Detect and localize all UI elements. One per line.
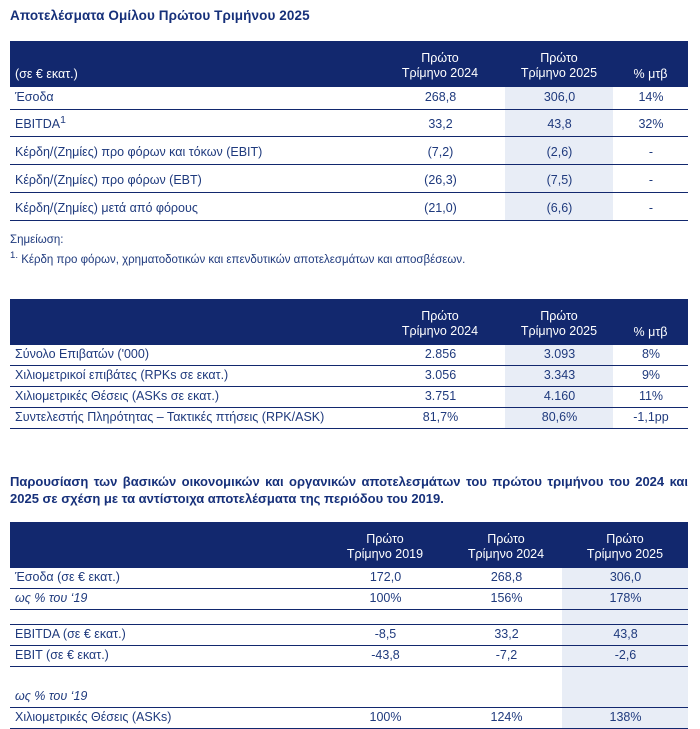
value-2024: (7,2) [375,137,505,165]
value-2025: (2,6) [505,137,613,165]
row-label: Κέρδη/(Ζημίες) προ φόρων (EBT) [10,165,375,193]
footnote-marker: 1. [10,250,18,262]
value-2025: (7,5) [505,165,613,193]
table-header [10,522,688,568]
page-title: Αποτελέσματα Ομίλου Πρώτου Τριμήνου 2025 [10,8,310,23]
value-2019: -8,5 [320,624,450,645]
header-cell-q1-2024: Πρώτο Τρίμηνο 2024 [375,41,505,87]
value-2025: 306,0 [505,87,613,110]
financial-results-table [10,41,688,221]
table-row [10,624,688,645]
row-label: Χιλιομετρικές Θέσεις (ASKs σε εκατ.) [10,386,375,407]
table-row [10,386,688,407]
comparison-2019-table [10,522,688,729]
value-2019: -43,8 [320,645,450,666]
header-cell-change-pct: % μτβ [613,41,688,87]
value-change: - [613,165,688,193]
value-2019: 100% [320,588,450,609]
spacer-row [10,666,688,687]
header-cell-blank [10,299,375,345]
row-label: Συντελεστής Πληρότητας – Τακτικές πτήσεις (RPK/ASK) [10,407,375,428]
value-2024: 156% [450,588,562,609]
value-2025: -2,6 [562,645,688,666]
table-row [10,193,688,221]
value-change: -1,1pp [613,407,688,428]
header-cell-q1-2025: Πρώτο Τρίμηνο 2025 [505,299,613,345]
table-row [10,87,688,110]
value-2025 [562,687,688,708]
table-row [10,110,688,137]
row-label: ως % του ‘19 [10,687,320,708]
value-2025: (6,6) [505,193,613,221]
row-label: Χιλιομετρικοί επιβάτες (RPKs σε εκατ.) [10,365,375,386]
table-row [10,365,688,386]
value-change: - [613,137,688,165]
value-2024: 33,2 [375,110,505,137]
header-cell-q1-2024: Πρώτο Τρίμηνο 2024 [450,522,562,568]
row-label: Έσοδα [10,87,375,110]
value-2024: (26,3) [375,165,505,193]
traffic-kpi-table [10,299,688,429]
value-change: 11% [613,386,688,407]
table-row [10,708,688,729]
header-cell-unit: (σε € εκατ.) [10,41,375,87]
table-row [10,645,688,666]
value-change: - [613,193,688,221]
table-row [10,165,688,193]
value-2024: 124% [450,708,562,729]
value-2024: 33,2 [450,624,562,645]
value-2024: 2.856 [375,345,505,366]
value-2025: 80,6% [505,407,613,428]
header-cell-q1-2025: Πρώτο Τρίμηνο 2025 [505,41,613,87]
header-cell-q1-2024: Πρώτο Τρίμηνο 2024 [375,299,505,345]
value-2025: 306,0 [562,568,688,589]
table-header [10,299,688,345]
value-2024: (21,0) [375,193,505,221]
row-label: Κέρδη/(Ζημίες) προ φόρων και τόκων (EBIT) [10,137,375,165]
header-cell-change-pct: % μτβ [613,299,688,345]
table-row [10,345,688,366]
value-2024: 268,8 [450,568,562,589]
value-2025: 43,8 [562,624,688,645]
row-label: EBIT (σε € εκατ.) [10,645,320,666]
footnote-heading: Σημείωση: [10,234,64,247]
value-2024: 81,7% [375,407,505,428]
value-2019 [320,687,450,708]
header-cell-blank [10,522,320,568]
table-row [10,407,688,428]
table-header [10,41,688,87]
row-label: Έσοδα (σε € εκατ.) [10,568,320,589]
value-2025: 138% [562,708,688,729]
value-2024: 3.751 [375,386,505,407]
value-2024: 268,8 [375,87,505,110]
header-cell-q1-2019: Πρώτο Τρίμηνο 2019 [320,522,450,568]
row-label: Κέρδη/(Ζημίες) μετά από φόρους [10,193,375,221]
value-2024: 3.056 [375,365,505,386]
value-change: 32% [613,110,688,137]
value-2025: 178% [562,588,688,609]
value-change: 8% [613,345,688,366]
row-label: ως % του ‘19 [10,588,320,609]
spacer-row [10,609,688,624]
value-2019: 172,0 [320,568,450,589]
value-change: 14% [613,87,688,110]
table-row [10,687,688,708]
row-label: Σύνολο Επιβατών ('000) [10,345,375,366]
header-cell-q1-2025: Πρώτο Τρίμηνο 2025 [562,522,688,568]
table-row [10,568,688,589]
row-label: EBITDA (σε € εκατ.) [10,624,320,645]
value-2019: 100% [320,708,450,729]
value-2025: 43,8 [505,110,613,137]
row-label: EBITDA$^1$ [10,110,375,137]
row-label: Χιλιομετρικές Θέσεις (ASKs) [10,708,320,729]
value-2025: 3.343 [505,365,613,386]
value-2025: 4.160 [505,386,613,407]
footnote-text: $^{1.}$ Κέρδη προ φόρων, χρηματοδοτικών και επενδυτικών αποτελεσμάτων και αποσβέσεων. [10,250,466,266]
table-row [10,137,688,165]
value-2025: 3.093 [505,345,613,366]
section-heading: Παρουσίαση των βασικών οικονομικών και οργανικών αποτελεσμάτων του πρώτου τριμήνου του 2024 και 2025 σε σχέση με τα αντίστοιχα αποτελέσματα της περιόδου του 2019. [10,473,688,507]
table-row [10,588,688,609]
footnote-block [10,232,688,268]
value-change: 9% [613,365,688,386]
value-2024 [450,687,562,708]
value-2024: -7,2 [450,645,562,666]
footnote-ref: 1 [60,115,66,126]
